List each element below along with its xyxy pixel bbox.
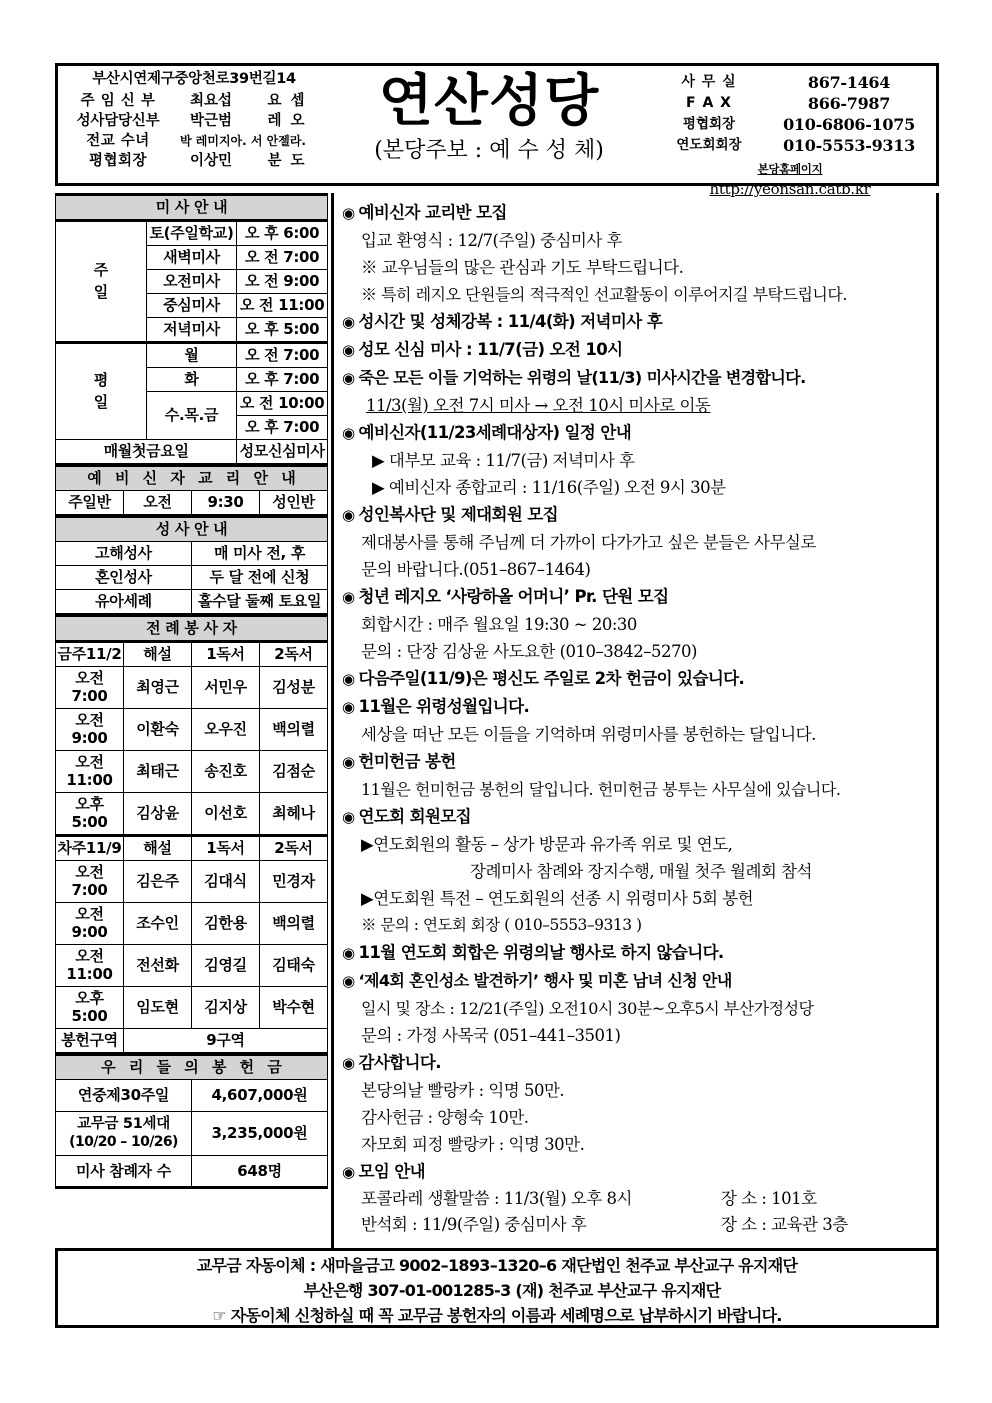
announcement-heading-meetings <box>342 1158 930 1186</box>
table-row-offering-zone <box>56 1029 328 1053</box>
announcement-heading <box>342 419 930 447</box>
bullet-icon: ◉ <box>342 588 355 606</box>
bullet-icon: ◉ <box>342 204 355 222</box>
server-reading2: 백의렬 <box>260 903 328 945</box>
announcement-heading <box>342 364 930 392</box>
mass-schedule-title: 미 사 안 내 <box>56 195 328 221</box>
announcement-heading-text: 감사합니다. <box>358 1053 441 1072</box>
table-section-header <box>56 616 328 642</box>
mass-name: 새벽미사 <box>146 246 237 270</box>
footer-line-2: 부산은행 307-01-001285-3 (재) 천주교 부산교구 유지재단 <box>303 1281 721 1300</box>
announcement-heading <box>342 336 930 364</box>
announcement-line: 본당의날 빨랑카 : 익명 50만. <box>361 1081 565 1100</box>
table-row <box>56 221 328 246</box>
announcement-line: ▶ 예비신자 종합교리 : 11/16(주일) 오전 9시 30분 <box>372 478 726 497</box>
sunday-label: 주 일 <box>56 221 147 343</box>
table-row <box>56 861 328 903</box>
announcement-heading-text: 성시간 및 성체강복 : 11/4(화) 저녁미사 후 <box>358 312 663 331</box>
mass-name: 중심미사 <box>146 294 237 318</box>
server-reading2: 김태숙 <box>260 945 328 987</box>
staff-name: 박 레미지아. 서 안젤라. <box>180 134 306 148</box>
staff-baptismal-name: 분 도 <box>267 153 307 169</box>
mass-name: 토(주일학교) <box>146 221 237 246</box>
announcement-line: 감사헌금 : 양형숙 10만. <box>361 1108 529 1127</box>
mass-time: 오 후 7:00 <box>237 368 328 392</box>
table-row <box>56 751 328 793</box>
bullet-icon: ◉ <box>342 1163 355 1181</box>
table-row <box>56 903 328 945</box>
announcement-heading <box>342 665 930 693</box>
table-row <box>56 793 328 836</box>
mass-name: 월 <box>146 343 237 368</box>
staff-role: 성사담당신부 <box>76 113 160 129</box>
announcement-heading-text: 11월 연도회 회합은 위령의날 행사로 하지 않습니다. <box>358 943 724 962</box>
announcement-heading-text: 죽은 모든 이들 기억하는 위령의 날(11/3) 미사시간을 변경합니다. <box>358 368 806 387</box>
contact-row-council <box>650 114 930 135</box>
announcement-line: 입교 환영식 : 12/7(주일) 중심미사 후 <box>361 231 622 250</box>
offering-label: 미사 참례자 수 <box>56 1156 192 1188</box>
bullet-icon: ◉ <box>342 670 355 688</box>
table-row-first-friday <box>56 440 328 464</box>
table-row <box>56 987 328 1029</box>
bulletin-footer <box>55 1248 939 1328</box>
bullet-icon: ◉ <box>342 698 355 716</box>
table-section-header <box>56 517 328 542</box>
offering-amount: 4,607,000원 <box>192 1080 328 1112</box>
homepage-label: 본당홈페이지 <box>757 162 823 176</box>
announcement-heading-text: 다음주일(11/9)은 평신도 주일로 2차 헌금이 있습니다. <box>358 669 745 688</box>
bullet-icon: ◉ <box>342 972 355 990</box>
offerings-title: 우 리 들 의 봉 헌 금 <box>56 1055 328 1080</box>
mass-time: 오전11:00 <box>56 945 124 987</box>
mass-time: 오전11:00 <box>56 751 124 793</box>
contact-value: 866-7987 <box>807 94 891 113</box>
staff-name: 박근범 <box>189 113 233 129</box>
server-commentator: 이환숙 <box>124 709 192 751</box>
bullet-icon: ◉ <box>342 1054 355 1072</box>
server-reading1: 김영길 <box>192 945 260 987</box>
server-commentator: 조수인 <box>124 903 192 945</box>
offering-amount: 3,235,000원 <box>192 1112 328 1156</box>
server-reading2: 백의렬 <box>260 709 328 751</box>
announcement-heading-text: 예비신자 교리반 모집 <box>358 203 507 222</box>
homepage-link[interactable]: http://yeonsan.catb.kr <box>709 180 871 198</box>
announcement-line: 문의 : 가정 사목국 (051–441–3501) <box>361 1026 621 1045</box>
table-row <box>56 667 328 709</box>
contact-row-fax <box>650 93 930 114</box>
table-section-header <box>56 466 328 491</box>
server-reading1: 서민우 <box>192 667 260 709</box>
announcement-line: 일시 및 장소 : 12/21(주일) 오전10시 30분~오후5시 부산가정성당 <box>361 999 814 1018</box>
staff-row-3 <box>62 151 326 171</box>
announcement-heading <box>342 199 930 227</box>
offering-label-multiline <box>56 1112 192 1156</box>
bulletin-header <box>55 63 939 198</box>
server-reading2: 김점순 <box>260 751 328 793</box>
page-title: 연산성당 <box>378 69 600 134</box>
table-header-row <box>56 642 328 667</box>
announcement-heading-text: ‘제4회 혼인성소 발견하기’ 행사 및 미혼 남녀 신청 안내 <box>358 971 732 990</box>
server-reading1: 송진호 <box>192 751 260 793</box>
mass-time: 오 전 9:00 <box>237 270 328 294</box>
announcement-line: ▶ 대부모 교육 : 11/7(금) 저녁미사 후 <box>372 451 635 470</box>
announcement-heading-text: 연도회 회원모집 <box>358 807 472 826</box>
header-parish-info <box>58 66 330 183</box>
server-reading2: 최헤나 <box>260 793 328 836</box>
staff-baptismal-name: 레 오 <box>267 113 307 129</box>
server-reading1: 김지상 <box>192 987 260 1029</box>
catechumen-ampm: 오전 <box>124 491 192 515</box>
mass-name: 수.목.금 <box>146 392 237 440</box>
announcement-heading-text: 청년 레지오 ‘사랑하올 어머니’ Pr. 단원 모집 <box>358 587 669 606</box>
mass-time: 오 후 5:00 <box>237 318 328 343</box>
liturgy-week-label: 금주11/2 <box>56 642 124 667</box>
table-row <box>56 491 328 515</box>
announcement-heading-text: 성모 신심 미사 : 11/7(금) 오전 10시 <box>358 340 623 359</box>
staff-role: 평협회장 <box>88 153 148 169</box>
server-reading2: 박수현 <box>260 987 328 1029</box>
announcement-line: ※ 특히 레지오 단원들의 적극적인 선교활동이 이루어지길 부탁드립니다. <box>361 285 847 304</box>
attendance-count: 648명 <box>192 1156 328 1188</box>
sacraments-table <box>55 515 328 614</box>
table-row <box>56 566 328 590</box>
mass-time: 오 전 7:00 <box>237 246 328 270</box>
table-row <box>56 1112 328 1156</box>
offering-zone-value: 9구역 <box>124 1029 328 1053</box>
staff-row-2 <box>62 131 326 151</box>
meeting-row <box>342 1186 930 1212</box>
server-reading1: 김한용 <box>192 903 260 945</box>
contact-label: F A X <box>686 95 732 111</box>
mass-time: 오 전 7:00 <box>237 343 328 368</box>
staff-name: 최요섭 <box>189 93 233 109</box>
mass-time: 오전 7:00 <box>56 667 124 709</box>
table-row <box>56 945 328 987</box>
announcement-line: ※ 교우님들의 많은 관심과 기도 부탁드립니다. <box>361 258 684 277</box>
mass-time: 오후 5:00 <box>56 987 124 1029</box>
sacraments-title: 성 사 안 내 <box>56 517 328 542</box>
sacrament-name: 혼인성사 <box>56 566 192 590</box>
mass-time: 오후 5:00 <box>56 793 124 836</box>
announcement-heading <box>342 967 930 995</box>
announcement-heading-text: 헌미헌금 봉헌 <box>358 752 456 771</box>
staff-row-0 <box>62 91 326 111</box>
announcement-heading <box>342 1049 930 1077</box>
announcement-heading <box>342 939 930 967</box>
column-header-commentator: 해설 <box>124 642 192 667</box>
server-commentator: 임도현 <box>124 987 192 1029</box>
bullet-icon: ◉ <box>342 369 355 387</box>
mass-schedule-table <box>55 193 328 464</box>
column-header-reading1: 1독서 <box>192 836 260 861</box>
left-info-column <box>55 193 328 1189</box>
table-row <box>56 709 328 751</box>
bullet-icon: ◉ <box>342 506 355 524</box>
meeting-row <box>342 1212 930 1238</box>
mass-name: 저녁미사 <box>146 318 237 343</box>
announcements-column <box>331 193 939 1248</box>
table-row <box>56 343 328 368</box>
contact-value: 867-1464 <box>807 73 891 92</box>
table-row <box>56 1080 328 1112</box>
column-header-reading1: 1독서 <box>192 642 260 667</box>
offering-label: 교무금 51세대 <box>77 1116 170 1132</box>
server-reading1: 김대식 <box>192 861 260 903</box>
column-header-commentator: 해설 <box>124 836 192 861</box>
announcement-heading-text: 모임 안내 <box>358 1162 426 1181</box>
catechumen-time: 9:30 <box>192 491 260 515</box>
announcement-line: ▶연도회원의 활동 – 상가 방문과 유가족 위로 및 연도, <box>361 835 733 854</box>
contact-value: 010-6806-1075 <box>783 115 915 134</box>
announcement-line: 제대봉사를 통해 주님께 더 가까이 다가가고 싶은 분들은 사무실로 <box>361 533 816 552</box>
announcement-heading-text: 성인복사단 및 제대회원 모집 <box>358 505 559 524</box>
server-commentator: 최영근 <box>124 667 192 709</box>
mass-time: 오전 7:00 <box>56 861 124 903</box>
server-commentator: 전선화 <box>124 945 192 987</box>
column-header-reading2: 2독서 <box>260 642 328 667</box>
first-friday-value: 성모신심미사 <box>237 440 328 464</box>
server-reading2: 민경자 <box>260 861 328 903</box>
liturgy-title: 전 례 봉 사 자 <box>56 616 328 642</box>
bulletin-subtitle: (본당주보 : 예 수 성 체) <box>374 138 604 163</box>
contact-label: 평협회장 <box>682 116 736 132</box>
table-row <box>56 542 328 566</box>
server-reading2: 김성분 <box>260 667 328 709</box>
sacrament-value: 두 달 전에 신청 <box>192 566 328 590</box>
announcement-heading <box>342 693 930 721</box>
staff-role: 주 임 신 부 <box>80 93 156 109</box>
contact-label: 사 무 실 <box>681 74 737 90</box>
mass-name: 화 <box>146 368 237 392</box>
catechumen-group: 성인반 <box>260 491 328 515</box>
server-reading1: 오우진 <box>192 709 260 751</box>
table-header-row <box>56 836 328 861</box>
liturgy-servers-table <box>55 614 328 1053</box>
contact-row-office <box>650 72 930 93</box>
server-commentator: 최태근 <box>124 751 192 793</box>
announcement-heading-text: 예비신자(11/23세례대상자) 일정 안내 <box>358 423 632 442</box>
header-contacts <box>648 66 936 198</box>
table-row <box>56 590 328 614</box>
sacrament-name: 유아세례 <box>56 590 192 614</box>
catechumen-class: 주일반 <box>56 491 124 515</box>
first-friday-label: 매월첫금요일 <box>56 440 237 464</box>
table-row <box>56 1156 328 1188</box>
announcement-heading <box>342 803 930 831</box>
footer-line-1: 교무금 자동이체 : 새마을금고 9002–1893–1320–6 재단법인 천주교 부산교구 유지재단 <box>196 1256 798 1275</box>
mass-time: 오 후 7:00 <box>237 416 328 440</box>
offerings-table <box>55 1053 328 1189</box>
meeting-name-time: 포콜라레 생활말씀 : 11/3(월) 오후 8시 <box>361 1189 632 1208</box>
table-section-header <box>56 1055 328 1080</box>
contact-value: 010-5553-9313 <box>783 136 915 155</box>
mass-time: 오전 9:00 <box>56 903 124 945</box>
table-section-header <box>56 195 328 221</box>
catechumen-table <box>55 464 328 515</box>
announcement-line: 세상을 떠난 모든 이들을 기억하며 위령미사를 봉헌하는 달입니다. <box>361 725 816 744</box>
offering-zone-label: 봉헌구역 <box>56 1029 124 1053</box>
announcement-line <box>342 392 930 419</box>
announcement-line: 자모회 피정 빨랑카 : 익명 30만. <box>361 1135 585 1154</box>
bullet-icon: ◉ <box>342 313 355 331</box>
sacrament-name: 고해성사 <box>56 542 192 566</box>
meeting-location: 장 소 : 교육관 3층 <box>721 1215 848 1234</box>
mass-time: 오 전 11:00 <box>237 294 328 318</box>
announcement-line: 문의 바랍니다.(051–867–1464) <box>361 560 591 579</box>
sacrament-value: 홀수달 둘째 토요일 <box>192 590 328 614</box>
announcement-list <box>342 199 930 1238</box>
weekday-label: 평 일 <box>56 343 147 440</box>
announcement-line-underlined: 11/3(월) 오전 7시 미사 → 오전 10시 미사로 이동 <box>366 396 711 415</box>
mass-name: 오전미사 <box>146 270 237 294</box>
offering-label-period: (10/20 – 10/26) <box>69 1134 178 1150</box>
meeting-location: 장 소 : 101호 <box>721 1189 817 1208</box>
server-commentator: 김상윤 <box>124 793 192 836</box>
staff-role: 전교 수녀 <box>86 133 150 149</box>
bullet-icon: ◉ <box>342 944 355 962</box>
mass-time: 오 후 6:00 <box>237 221 328 246</box>
announcement-heading <box>342 748 930 776</box>
footer-line-3: ☞ 자동이체 신청하실 때 꼭 교무금 봉헌자의 이름과 세례명으로 납부하시기 바랍니다. <box>212 1306 782 1325</box>
announcement-line: 회합시간 : 매주 월요일 19:30 ~ 20:30 <box>361 615 637 634</box>
bullet-icon: ◉ <box>342 808 355 826</box>
mass-time: 오전 9:00 <box>56 709 124 751</box>
bullet-icon: ◉ <box>342 424 355 442</box>
announcement-heading <box>342 501 930 529</box>
column-header-reading2: 2독서 <box>260 836 328 861</box>
liturgy-week-label: 차주11/9 <box>56 836 124 861</box>
bullet-icon: ◉ <box>342 753 355 771</box>
announcement-line: 장례미사 참례와 장지수행, 매월 첫주 월례회 참석 <box>470 862 812 881</box>
server-commentator: 김은주 <box>124 861 192 903</box>
mass-time: 오 전 10:00 <box>237 392 328 416</box>
staff-baptismal-name: 요 셉 <box>267 93 307 109</box>
meeting-name-time: 반석회 : 11/9(주일) 중심미사 후 <box>361 1215 587 1234</box>
staff-name: 이상민 <box>189 153 233 169</box>
sacrament-value: 매 미사 전, 후 <box>192 542 328 566</box>
catechumen-title: 예 비 신 자 교 리 안 내 <box>56 466 328 491</box>
contact-row-yeondohoe <box>650 135 930 156</box>
announcement-heading <box>342 583 930 611</box>
announcement-line: ▶연도회원 특전 – 연도회원의 선종 시 위령미사 5회 봉헌 <box>361 889 754 908</box>
announcement-line: ※ 문의 : 연도회 회장 ( 010–5553–9313 ) <box>361 916 642 934</box>
header-title-block <box>330 66 648 183</box>
announcement-line: 11월은 헌미헌금 봉헌의 달입니다. 헌미헌금 봉투는 사무실에 있습니다. <box>361 780 841 799</box>
offering-label: 연중제30주일 <box>56 1080 192 1112</box>
parish-address: 부산시연제구중앙천로39번길14 <box>92 71 296 87</box>
server-reading1: 이선호 <box>192 793 260 836</box>
announcement-line: 문의 : 단장 김상윤 사도요한 (010–3842–5270) <box>361 642 697 661</box>
bullet-icon: ◉ <box>342 341 355 359</box>
announcement-heading-text: 11월은 위령성월입니다. <box>358 697 530 716</box>
contact-label: 연도회회장 <box>676 137 742 153</box>
staff-row-1 <box>62 111 326 131</box>
announcement-heading <box>342 308 930 336</box>
